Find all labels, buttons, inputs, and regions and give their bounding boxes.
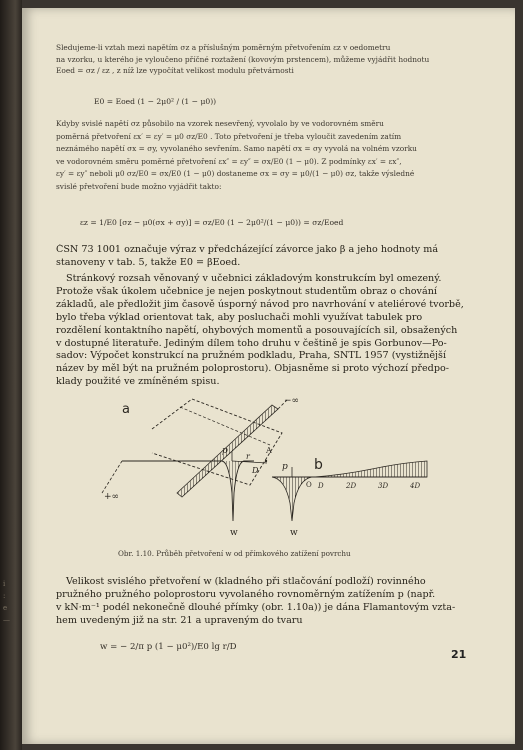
paragraph-lateral-strain — [56, 118, 474, 194]
label-origin: O — [306, 481, 312, 489]
tick-2D: 2D — [346, 482, 357, 490]
tick-D: D — [318, 482, 324, 490]
text-line: v dostupné literatuře. Jediným dílem toho druhu v češtině je spis Gorbunov—Po- — [56, 337, 447, 349]
book-spine — [0, 0, 22, 750]
text-line: Sledujeme-li vztah mezi napětím σz a příslušným poměrným přetvořením εz v oedometru — [56, 43, 391, 52]
surface-outline — [152, 399, 282, 485]
text-line: na vzorku, u kterého je vyloučeno příčné roztažení (kovovým prstencem), můžeme vyjádřit hodnotu — [56, 54, 430, 64]
figure-deformation-diagram — [82, 393, 442, 543]
text-line: Eoed = σz / εz , z níž lze vypočítat velikost modulu přetvárnosti — [56, 66, 294, 75]
text-line: základů, ale předložit jim časově úsporný návod pro navrhování v ateliérové tvorbě, — [56, 298, 464, 310]
text-line: εy′ = εy″ neboli μ0 σz/E0 = σx/E0 (1 − μ0) dostaneme σx = σy = μ0/(1 − μ0) σz, takže výsledné — [56, 169, 415, 179]
text-line: neznámého napětí σx = σy, vyvolaného sevřením. Samo napětí σx = σy vyvolá na volném vzorku — [56, 144, 417, 154]
text-line: bylo třeba výklad orientovat tak, aby posluchači mohli využívat tabulek pro — [56, 311, 423, 323]
profile-extension — [102, 461, 122, 493]
label-w-b: w — [290, 528, 298, 538]
label-b: b — [314, 457, 323, 473]
point-A — [265, 460, 267, 462]
paragraph-flamant — [56, 576, 474, 628]
tick-4D: 4D — [410, 482, 421, 490]
equation-modulus: E0 = Eoed (1 − 2μ0² / (1 − μ0)) — [94, 97, 217, 106]
text-line: rozdělení kontaktního napětí, ohybových momentů a posouvajících sil, obsažených — [56, 324, 458, 336]
equation-flamant: w = − 2/π p (1 − μ0²)/E0 lg r/D — [100, 642, 237, 652]
text-line: v kN·m⁻¹ podél nekonečně dlouhé přímky (obr. 1.10a)) je dána Flamantovým vzta- — [56, 601, 456, 613]
text-line: Kdyby svislé napětí σz působilo na vzorek nesevřený, vyvolalo by ve vodorovném směru — [56, 119, 384, 128]
text-line: klady použité ve zmíněném spisu. — [56, 376, 220, 388]
figure-caption: Obr. 1.10. Průběh přetvoření w od přímkového zatížení povrchu — [118, 549, 351, 558]
book-page — [22, 8, 515, 744]
label-A: A — [266, 446, 272, 455]
text-line: ČSN 73 1001 označuje výraz v předcházející závorce jako β a jeho hodnoty má — [56, 244, 439, 255]
label-minus-infinity: −∞ — [284, 396, 300, 406]
deflection-uplift-b — [314, 461, 427, 477]
label-p-a: p — [222, 446, 228, 456]
text-line: pružného pružného poloprostoru vyvolaného rovnoměrným zatížením p (např. — [56, 588, 436, 600]
page-number: 21 — [451, 648, 467, 661]
label-r: r — [246, 452, 250, 461]
margin-marks: i : e — — [3, 580, 10, 624]
label-D: D — [252, 466, 259, 475]
text-line: stanoveny v tab. 5, takže E0 = βEoed. — [56, 256, 241, 268]
equation-vertical-strain: εz = 1/E0 [σz − μ0(σx + σy)] = σz/E0 (1 − 2μ0²/(1 − μ0)) = σz/Eoed — [80, 218, 344, 227]
paragraph-csn — [56, 244, 474, 270]
paragraph-textbook-scope — [56, 273, 474, 389]
text-line: svislé přetvoření bude možno vyjádřit takto: — [56, 181, 222, 191]
label-a: a — [122, 402, 130, 417]
label-plus-infinity: +∞ — [104, 492, 120, 502]
text-line: název by měl být na pružném poloprostoru). Objasněme si proto výchozí předpo- — [56, 363, 449, 375]
paragraph-oedometer — [56, 42, 474, 77]
text-line: hem uvedeným již na str. 21 a upraveným do tvaru — [56, 614, 303, 626]
text-line: sadov: Výpočet konstrukcí na pružném podkladu, Praha, SNTL 1957 (vystižnější — [56, 350, 447, 362]
text-line: ve vodorovném směru poměrné přetvoření εx″ = εy″ = σx/E0 (1 − μ0). Z podmínky εx′ = εx″, — [56, 156, 402, 166]
text-line: Velikost svislého přetvoření w (kladného při stlačování podloží) rovinného — [66, 576, 426, 587]
figure-part-b — [272, 457, 427, 538]
text-line: Protože však úkolem učebnice je nejen poskytnout studentům obraz o chování — [56, 285, 437, 297]
tick-3D: 3D — [378, 482, 389, 490]
text-line: poměrná přetvoření εx′ = εy′ = μ0 σz/E0 . Toto přetvoření je třeba vyloučit zavedením zatím — [56, 131, 402, 141]
figure-part-a — [102, 396, 299, 538]
text-line: Stránkový rozsah věnovaný v učebnici základovým konstrukcím byl omezený. — [66, 273, 442, 284]
label-w-a: w — [230, 528, 238, 538]
label-p-b: p — [282, 462, 288, 472]
